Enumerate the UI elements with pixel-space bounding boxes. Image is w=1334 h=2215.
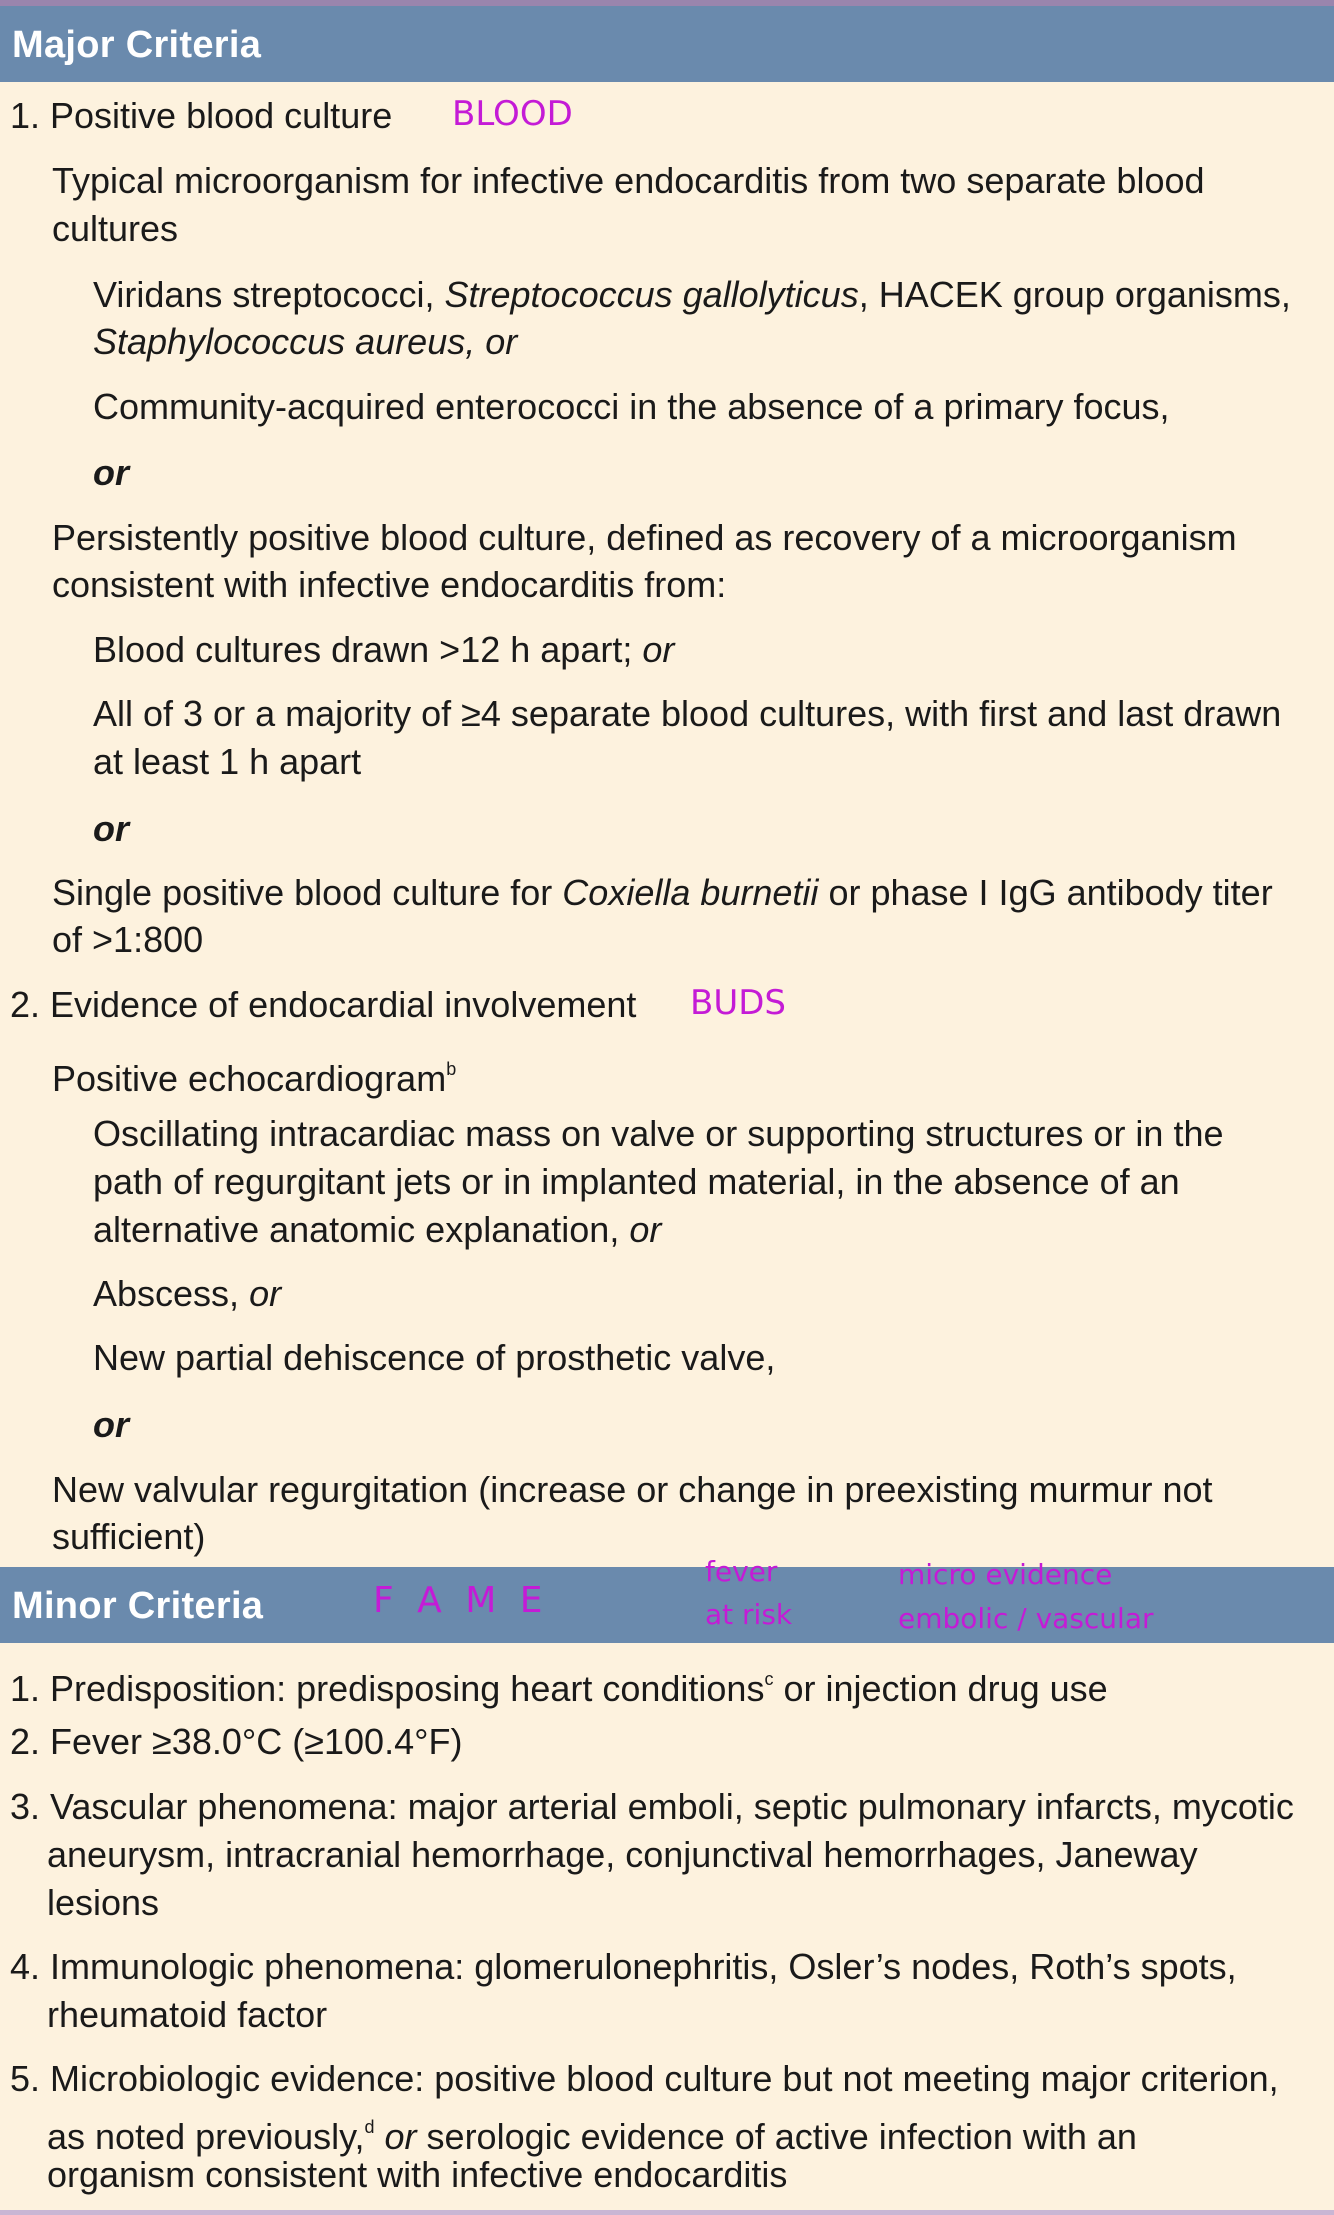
typical-line-1: Typical microorganism for infective endocarditis from two separate blood: [52, 160, 1205, 201]
oscillating-line-3: alternative anatomic explanation, or: [93, 1209, 662, 1250]
all3-line-1: All of 3 or a majority of ≥4 separate blood cultures, with first and last drawn: [93, 693, 1282, 734]
minor-item-5-line-3: organism consistent with infective endocarditis: [47, 2154, 788, 2195]
handwritten-note-blood: BLOOD: [452, 94, 573, 134]
drawn-apart-line: Blood cultures drawn >12 h apart; or: [93, 629, 675, 670]
handwritten-note-buds: BUDS: [690, 983, 786, 1023]
major-item-2: 2. Evidence of endocardial involvement: [10, 984, 637, 1025]
regurgitation-line-2: sufficient): [52, 1516, 206, 1557]
handwritten-note-at-risk: at risk: [705, 1598, 793, 1631]
major-criteria-header: [0, 6, 1334, 82]
echo-line: Positive echocardiogram$^b$: [52, 1058, 457, 1099]
minor-item-3-line-2: aneurysm, intracranial hemorrhage, conjunctival hemorrhages, Janeway: [47, 1834, 1198, 1875]
handwritten-note-embolic: embolic / vascular: [898, 1602, 1154, 1635]
handwritten-note-fever: fever: [705, 1555, 778, 1588]
minor-item-3-line-3: lesions: [47, 1882, 160, 1923]
persistent-line-1: Persistently positive blood culture, defined as recovery of a microorganism: [52, 517, 1237, 558]
minor-item-5-line-2: as noted previously,$^d$ or serologic evidence of active infection with an: [47, 2116, 1137, 2157]
minor-item-5-line-1: 5. Microbiologic evidence: positive blood culture but not meeting major criterion,: [10, 2058, 1279, 2099]
viridans-line: Viridans streptococci, Streptococcus gallolyticus, HACEK group organisms,: [93, 274, 1291, 315]
minor-criteria-title: Minor Criteria: [12, 1585, 264, 1627]
oscillating-line-1: Oscillating intracardiac mass on valve or supporting structures or in the: [93, 1113, 1224, 1154]
dehiscence-line: New partial dehiscence of prosthetic valve,: [93, 1337, 776, 1378]
minor-item-2: 2. Fever ≥38.0°C (≥100.4°F): [10, 1721, 463, 1762]
handwritten-note-fame: F A M E: [373, 1580, 549, 1621]
regurgitation-line-1: New valvular regurgitation (increase or change in preexisting murmur not: [52, 1469, 1213, 1510]
typical-line-2: cultures: [52, 208, 179, 249]
minor-item-4-line-1: 4. Immunologic phenomena: glomerulonephritis, Osler’s nodes, Roth’s spots,: [10, 1946, 1237, 1987]
minor-item-4-line-2: rheumatoid factor: [47, 1994, 328, 2035]
bottom-border: [0, 2210, 1334, 2215]
or-connector-2: or: [93, 808, 129, 849]
single-culture-line-2: of >1:800: [52, 919, 204, 960]
abscess-line: Abscess, or: [93, 1273, 282, 1314]
all3-line-2: at least 1 h apart: [93, 741, 362, 782]
minor-item-1: 1. Predisposition: predisposing heart conditions$^c$ or injection drug use: [10, 1668, 1108, 1709]
community-line: Community-acquired enterococci in the absence of a primary focus,: [93, 386, 1170, 427]
staph-line: Staphylococcus aureus, or: [93, 321, 518, 362]
single-culture-line-1: Single positive blood culture for Coxiella burnetii or phase I IgG antibody titer: [52, 872, 1273, 913]
handwritten-note-micro: micro evidence: [898, 1558, 1113, 1591]
oscillating-line-2: path of regurgitant jets or in implanted material, in the absence of an: [93, 1161, 1180, 1202]
persistent-line-2: consistent with infective endocarditis from:: [52, 564, 727, 605]
major-item-1: 1. Positive blood culture: [10, 95, 393, 136]
major-criteria-title: Major Criteria: [12, 24, 262, 66]
minor-item-3-line-1: 3. Vascular phenomena: major arterial emboli, septic pulmonary infarcts, mycotic: [10, 1786, 1294, 1827]
or-connector-3: or: [93, 1404, 129, 1445]
or-connector-1: or: [93, 452, 129, 493]
